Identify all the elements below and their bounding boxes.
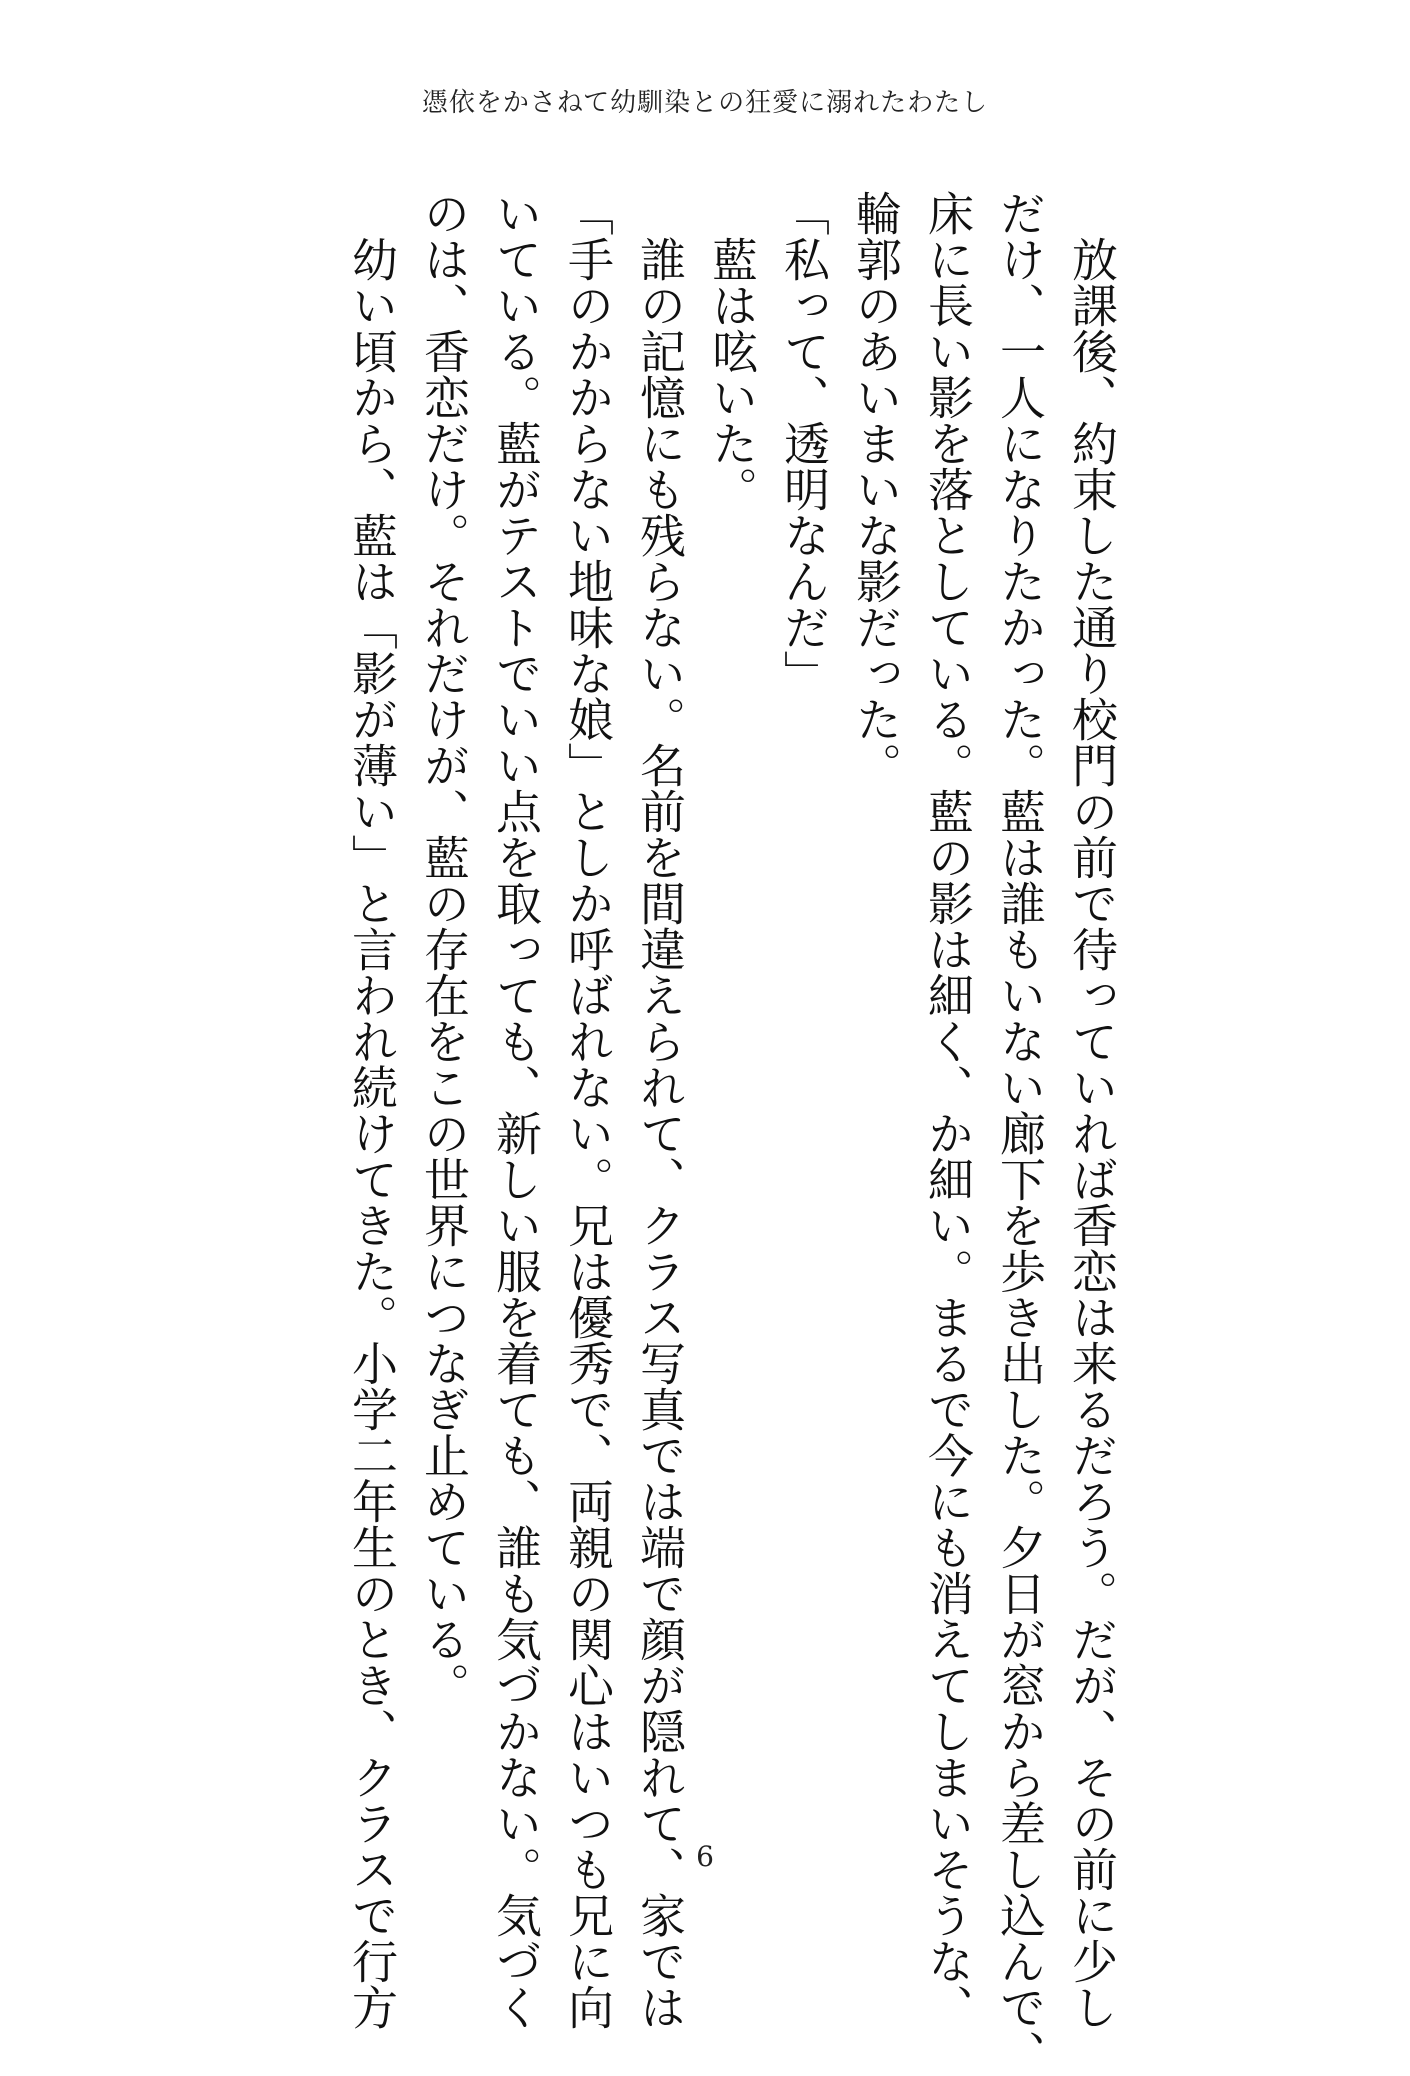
page-number: 6: [696, 1840, 714, 1873]
text-line: 輪郭のあいまいな影だった。: [849, 190, 903, 788]
text-line: 幼い頃から、藍は「影が薄い」と言われ続けてきた。小学二年生のとき、クラスで行方: [345, 190, 399, 2030]
running-header: 憑依をかさねて幼馴染との狂愛に溺れたわたし: [421, 88, 989, 118]
text-line: 床に長い影を落としている。藍の影は細く、か細い。まるで今にも消えてしまいそうな、: [921, 190, 975, 2030]
text-line: いている。藍がテストでいい点を取っても、新しい服を着ても、誰も気づかない。気づく: [489, 190, 543, 2030]
text-line: だけ、一人になりたかった。藍は誰もいない廊下を歩き出した。夕日が窓から差し込んで、: [993, 190, 1047, 2076]
text-line: 「手のかからない地味な娘」としか呼ばれない。兄は優秀で、両親の関心はいつも兄に向: [561, 190, 615, 2030]
text-line: 藍は呟いた。: [705, 190, 759, 512]
body-text: [336, 190, 1128, 2076]
text-line: 放課後、約束した通り校門の前で待っていれば香恋は来るだろう。だが、その前に少し: [1065, 190, 1119, 2030]
text-line: 誰の記憶にも残らない。名前を間違えられて、クラス写真では端で顔が隠れて、家では: [633, 190, 687, 2030]
text-line: のは、香恋だけ。それだけが、藍の存在をこの世界につなぎ止めている。: [417, 190, 471, 1708]
dialogue-line: 「私って、透明なんだ」: [777, 190, 831, 696]
